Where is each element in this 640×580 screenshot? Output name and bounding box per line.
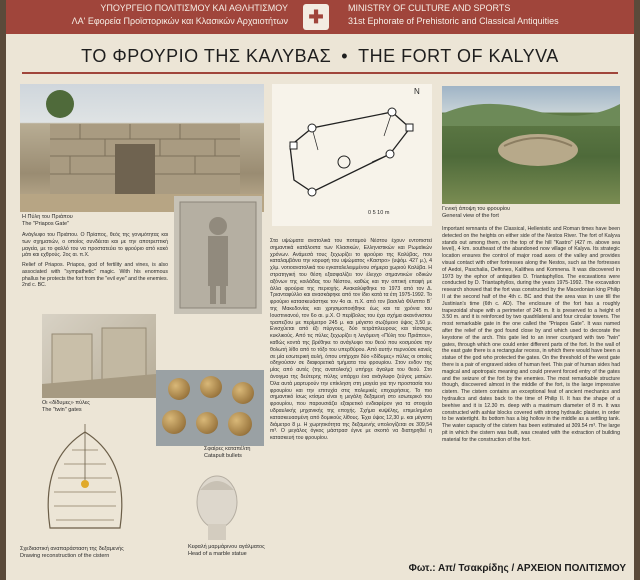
plan-scale-label: 0 5 10 m: [368, 210, 390, 216]
twin-gates-photo: [42, 314, 156, 398]
caption-relief-english: Relief of Priapos. Priapos, god of fertility and vines, is also associated with "sympathetic" magic. With his enormous phallus he protects the fort from the "evil eye" and the enemies. 2nd c. BC.: [22, 262, 168, 289]
ministry-greek: ΥΠΟΥΡΓΕΙΟ ΠΟΛΙΤΙΣΜΟΥ ΚΑΙ ΑΘΛΗΤΙΣΜΟΥ: [100, 3, 288, 13]
priapos-gate-photo: [20, 84, 264, 212]
catapult-bullets-photo: [156, 370, 264, 446]
relief-figure-drawing: [174, 196, 262, 314]
fort-plan-map: [272, 84, 432, 226]
caption-catapult-bullets: Σφαίρες καταπέλτη Catapult bullets: [204, 446, 251, 459]
catapult-bullet: [200, 376, 222, 398]
greek-cross-emblem-icon: ✚: [303, 4, 329, 30]
catapult-bullet: [196, 412, 218, 434]
title-separator: •: [341, 46, 349, 66]
general-view-photo: [442, 86, 620, 204]
page-title: [6, 42, 634, 70]
marble-head-photo: [186, 470, 248, 542]
twin-gates-drawing: [42, 314, 156, 398]
english-text-column: Important remnants of the Classical, Hellenistic and Roman times have been detected on the heights on either side of the Nestos River. The fort of Kalyva stands out among them, on the top of the hill "Kastro" (427 m. above sea level), 4 km. southeast of the abandoned now village of Kalyva. Its strategic location ensures the control of major road axes of the valley and provides visual contact with other fortresses along the Nestos, such as the fortresses of Aedoi, Paschalia, Delfones, Kalithea and Komnena. It was discovered in 1973 by the ephor of antiquities D. Triantaphyllos. The excavations were conducted by D. Triantaphyllos, during the years 1975-1992. The excavation research showed that the fort was constructed by the Macedonian king Philip II at the second half of the 4th c. BC and that the area was in use till the Justinian's time (6th c. AD). The enclosure of the fort has a roughly trapezoidal shape with a perimeter of 245 m. It is preserved to a height of 3.50 m. and it is reinforced by two quadrilateral and four circular towers. The most remarkable gate in the one called the "Priapos Gate". It was named after the relief of the god found close by and which used to decorate the keystone of the arch. This gate led to an inner courtyard with two "twin" gates, through which one could enter different parts of the fort. In the wall of the east gate there is a rectangular recess, in which there would have been a statue of the god who protected the gates. On the threshold of the west gate there is a pair of engraved sides of human feet. This pair of human sides had magical and apotropaic meaning and could prevent forced entry of the gates and the seizure of the fort by the enemies. The most remarkable structure though, discovered almost in the middle of the fort, is the large impressive cistern. The cistern contains an exceptional feat of ancient mechanics and hydraulics and dates back to the time of Philip II. It has the shape of a beehive and it is 12.30 m. deep with a maximum diameter of 8 m. It was constructed with ashlar blocks covered with strong hydraulic plaster, in order to be watertight. Its bottom has a big hollow in the middle as a settling tank. The water capacity of the cistern has been estimated at 309.54 m³. The large pit in which the cistern was built, was created with the extraction of building material for the construction of the fort.: [442, 226, 620, 443]
header-banner: [6, 0, 634, 34]
title-english: THE FORT OF KALYVA: [358, 46, 559, 66]
caption-priapos-gate: Η Πύλη του Πριάπου The "Priapos Gate": [22, 214, 73, 227]
ephorate-english: 31st Ephorate of Prehistoric and Classical Antiquities: [348, 16, 559, 26]
title-divider: [22, 72, 618, 74]
cistern-reconstruction-drawing: [20, 420, 150, 540]
greek-text-column: Στα υψώματα ανατολικά του ποταμού Νέστου έχουν εντοπιστεί σημαντικά κατάλοιπα των Κλασικών, Ελληνιστικών και Ρωμαϊκών χρόνων. Ανάμεσά τους ξεχωρίζει το φρούριο της Καλύβας, που καταλαμβάνει την κορυφή του υψώματος «Καστρο» (υψόμ. 427 μ.), 4 χλμ. νοτιοανατολικά του εγκαταλελειμμένου σήμερα χωριού Καλύβα. Η στρατηγική του θέση εξασφαλίζει τον έλεγχο σημαντικών οδικών αξόνων της κοιλάδας του Νέστου, καθώς και την οπτική επαφή με άλλα φρούρια της περιοχής. Ανακαλύφθηκε το 1973 από τον Δ. Τριανταφύλλο και ανασκάφηκε από τον ίδιο κατά τα έτη 1975-1992. Το φρούριο κατασκευάστηκε τον 4ο αι. π.Χ. από τον βασιλιά Φίλιππο Β΄ της Μακεδονίας και χρησιμοποιήθηκε έως και τα χρόνια του Ιουστινιανού, τον 6ο αι. μ.Χ. Ο περίβολος του έχει σχήμα ακανόνιστου τραπεζίου με περίμετρο 245 μ. και μέγιστο σωζόμενο ύψος 3,50 μ. Ενισχύεται από έξι πύργους, δύο τετράπλευρους και τέσσερις κυκλικούς. Από τις πύλες ξεχωρίζει η λεγόμενη «Πύλη του Πριάπου», καθώς κοντά της βρέθηκε το ανάγλυφο του θεού που κοσμούσε την θολωτή λίθο από το τόξο του υπερθύρου. Από αυτήν περνούσε κανείς σε μία εσωτερική αυλή, όπου υπήρχαν δύο «δίδυμες» πύλες οι οποίες οδηγούσαν σε διαφορετικά τμήματα του φρουρίου. Στον ενδον της μίας από αυτές (της ανατολικής) υπήρχε άγαλμα του θεού. Στο άνοιγμα της δεύτερης πύλης υπάρχει ένα ανάγλυφο ζεύγος ματιών. Όλα αυτά μαρτυρούν την επίκληση στη μαγεία για την προστασία του φρουρίου και την επιτυχία στις πολεμικές επιχειρήσεις. Το πιο σημαντικό ίσως κτίσμα είναι η μεγάλη δεξαμενή στο εσωτερικό του φρουρίου, που παρουσιάζει εξαιρετικό ενδιαφέρον για τα στοιχεία υδραυλικής μηχανικής της εποχής. Σχήμα κυψέλης, επιμελημένα κατασκευασμένη από δομικούς λίθους. Έχει ύψος 12,30 μ. και μέγιστη διάμετρο 8 μ. Η χωρητικότητα της δεξαμενής υπολογίζεται σε 309,54 m³. Ο μεγάλος όγκος μάστρασ έγινε με σκοπό να διατηρηθεί η κατασκευή του φρουρίου.: [270, 238, 432, 442]
header-english: [348, 2, 628, 28]
catapult-bullet: [232, 382, 254, 404]
ephorate-greek: ΛΑ' Εφορεία Προϊστορικών και Κλασικών Αρχαιοτήτων: [71, 16, 288, 26]
info-sign: [6, 0, 634, 580]
caption-relief-greek: Ανάγλυφο του Πριάπου. Ο Πρίαπος, θεός της γονιμότητας και των σχηματιών, ο οποίος συνδέεται και με την αποτρεπτική μαγεία, με το φαλλό του να προστατεύει το φρούριο από κακό μάτι και εχθρούς. 2ος αι. π.Χ.: [22, 232, 168, 259]
cistern-drawing: [20, 420, 150, 540]
wall-stones-drawing: [20, 84, 264, 212]
catapult-bullet: [228, 412, 252, 436]
priapos-relief-photo: [174, 196, 262, 314]
caption-cistern: Σχεδιαστική αναπαράσταση της δεξαμενής Drawing reconstruction of the cistern: [20, 546, 124, 559]
landscape-drawing: [442, 86, 620, 204]
photo-credit: Φωτ.: Απ/ Τσακρίδης / ΑΡΧΕΙΟΝ ΠΟΛΙΤΙΣΜΟΥ: [408, 563, 626, 574]
catapult-bullet: [162, 410, 186, 434]
caption-marble-head: Κεφαλή μαρμάρινου αγάλματος Head of a marble statue: [188, 544, 265, 557]
caption-general-view: Γενική άποψη του φρουρίου General view of the fort: [442, 206, 511, 219]
fort-plan-panel: [272, 84, 432, 226]
header-greek: [6, 2, 288, 28]
caption-twin-gates: Οι «δίδυμες» πύλες The "twin" gates: [42, 400, 90, 413]
catapult-bullet: [168, 378, 190, 400]
ministry-english: MINISTRY OF CULTURE AND SPORTS: [348, 3, 511, 13]
marble-head-drawing: [186, 470, 248, 542]
title-greek: ΤΟ ΦΡΟΥΡΙΟ ΤΗΣ ΚΑΛΥΒΑΣ: [81, 46, 332, 66]
plan-north-label: N: [414, 87, 420, 96]
